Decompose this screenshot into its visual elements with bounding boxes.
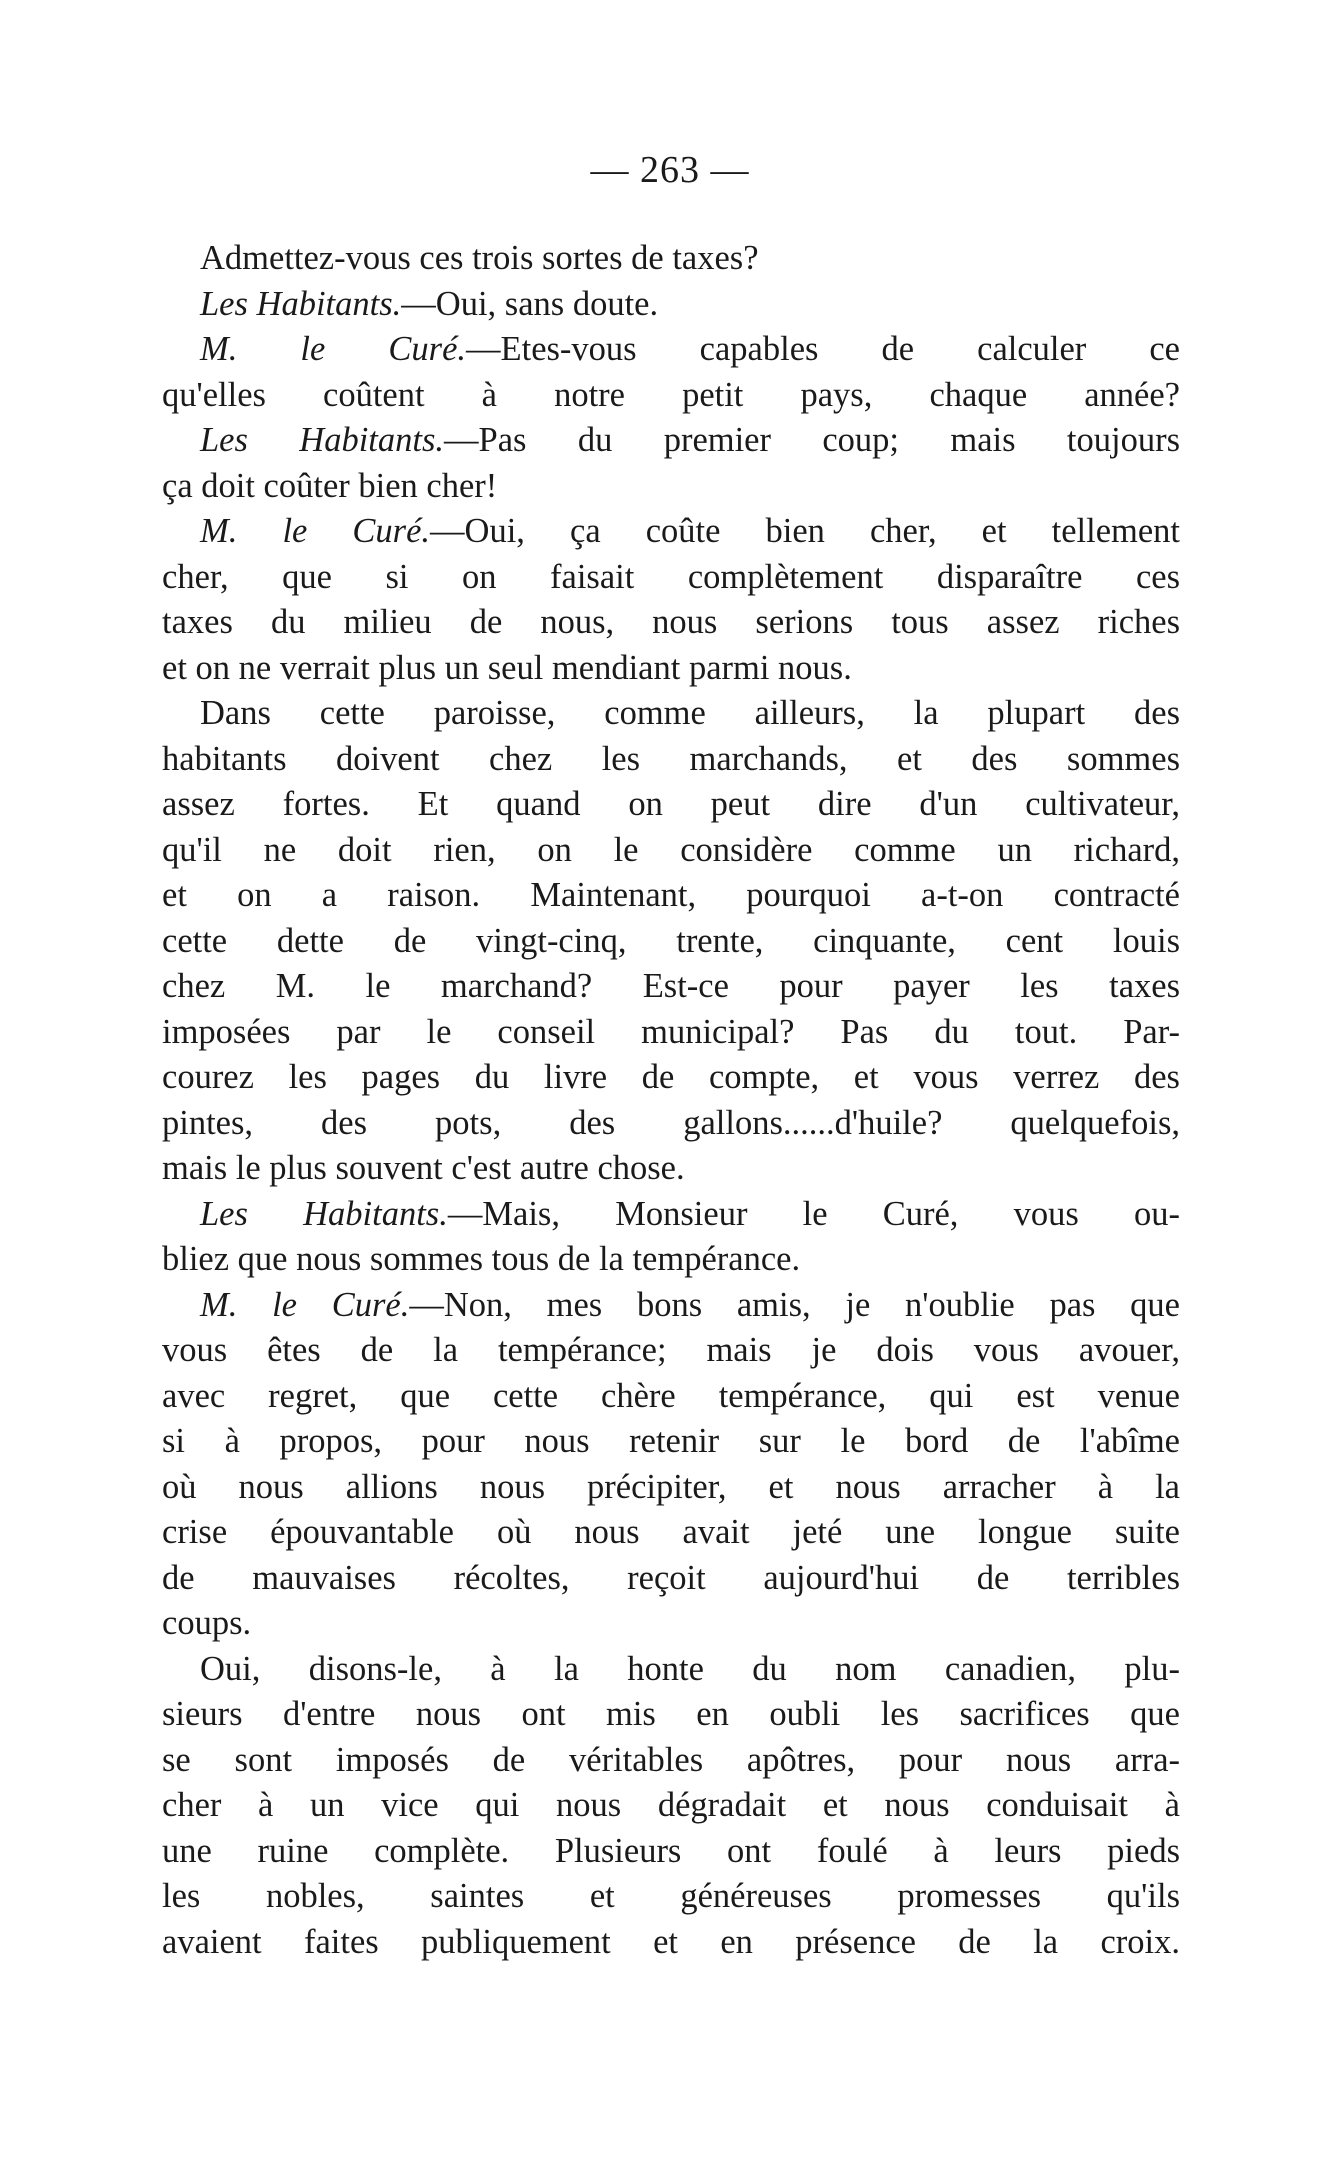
line-text: et on ne verrait plus un seul mendiant parmi nous. bbox=[162, 648, 852, 687]
line-text: sieurs d'entre nous ont mis en oubli les sacrifices que bbox=[162, 1695, 1180, 1733]
text-line bbox=[162, 782, 1180, 828]
line-text: habitants doivent chez les marchands, et des sommes bbox=[162, 739, 1180, 778]
line-text: taxes du milieu de nous, nous serions tous assez riches bbox=[162, 603, 1180, 641]
text-line bbox=[162, 600, 1180, 646]
speaker-name: Les Habitants. bbox=[200, 284, 402, 323]
line-text: ça doit coûter bien cher! bbox=[162, 466, 498, 505]
speaker-name: Les Habitants. bbox=[200, 1194, 448, 1233]
line-text: de mauvaises récoltes, reçoit aujourd'hui de terribles bbox=[162, 1558, 1180, 1597]
text-line bbox=[162, 236, 1180, 282]
line-text: avec regret, que cette chère tempérance, qui est venue bbox=[162, 1376, 1180, 1415]
text-line bbox=[162, 1419, 1180, 1465]
text-line bbox=[162, 1192, 1180, 1238]
line-text: les nobles, saintes et généreuses promesses qu'ils bbox=[162, 1877, 1180, 1915]
line-text: une ruine complète. Plusieurs ont foulé à leurs pieds bbox=[162, 1831, 1180, 1870]
speaker-name: Les Habitants. bbox=[200, 421, 445, 459]
text-line bbox=[162, 1874, 1180, 1920]
page-number: — 263 — bbox=[590, 149, 750, 191]
text-line bbox=[162, 1783, 1180, 1829]
line-text: si à propos, pour nous retenir sur le bord de l'abîme bbox=[162, 1422, 1180, 1460]
text-line bbox=[162, 1738, 1180, 1784]
line-text: qu'elles coûtent à notre petit pays, chaque année? bbox=[162, 375, 1180, 414]
text-line bbox=[162, 1556, 1180, 1602]
text-line bbox=[162, 373, 1180, 419]
line-text: et on a raison. Maintenant, pourquoi a-t-on contracté bbox=[162, 876, 1180, 914]
line-text: —Pas du premier coup; mais toujours bbox=[444, 421, 1180, 459]
speaker-name: M. le Curé. bbox=[200, 512, 431, 550]
line-text: Admettez-vous ces trois sortes de taxes? bbox=[200, 239, 759, 277]
line-text: cher à un vice qui nous dégradait et nous conduisait à bbox=[162, 1786, 1180, 1824]
speaker-name: M. le Curé. bbox=[200, 330, 467, 368]
text-line bbox=[162, 1692, 1180, 1738]
text-line bbox=[162, 1328, 1180, 1374]
line-text: Oui, disons-le, à la honte du nom canadien, plu- bbox=[200, 1649, 1180, 1688]
line-text: —Oui, sans doute. bbox=[401, 284, 659, 323]
line-text: mais le plus souvent c'est autre chose. bbox=[162, 1149, 685, 1187]
text-line bbox=[162, 691, 1180, 737]
text-line bbox=[162, 737, 1180, 783]
line-text: courez les pages du livre de compte, et vous verrez des bbox=[162, 1058, 1180, 1096]
line-text: qu'il ne doit rien, on le considère comme un richard, bbox=[162, 830, 1180, 869]
line-text: se sont imposés de véritables apôtres, pour nous arra- bbox=[162, 1740, 1180, 1779]
text-line bbox=[162, 555, 1180, 601]
text-line bbox=[162, 1920, 1180, 1966]
line-text: —Oui, ça coûte bien cher, et tellement bbox=[430, 512, 1180, 550]
text-line bbox=[162, 1283, 1180, 1329]
text-line bbox=[162, 418, 1180, 464]
line-text: —Etes-vous capables de calculer ce bbox=[466, 330, 1180, 368]
text-line bbox=[162, 1374, 1180, 1420]
text-line bbox=[162, 1647, 1180, 1693]
speaker-name: M. le Curé. bbox=[200, 1285, 410, 1324]
body-text bbox=[162, 236, 1180, 1965]
text-line bbox=[162, 1146, 1180, 1192]
text-line bbox=[162, 1010, 1180, 1056]
line-text: crise épouvantable où nous avait jeté une longue suite bbox=[162, 1513, 1180, 1551]
text-line bbox=[162, 873, 1180, 919]
text-line bbox=[162, 509, 1180, 555]
text-line bbox=[162, 1101, 1180, 1147]
text-line bbox=[162, 282, 1180, 328]
text-line bbox=[162, 964, 1180, 1010]
line-text: bliez que nous sommes tous de la tempérance. bbox=[162, 1240, 801, 1278]
line-text: pintes, des pots, des gallons......d'huile? quelquefois, bbox=[162, 1103, 1180, 1142]
text-line bbox=[162, 1829, 1180, 1875]
line-text: où nous allions nous précipiter, et nous arracher à la bbox=[162, 1467, 1180, 1506]
text-line bbox=[162, 646, 1180, 692]
text-line bbox=[162, 1237, 1180, 1283]
line-text: —Non, mes bons amis, je n'oublie pas que bbox=[409, 1285, 1180, 1324]
text-line bbox=[162, 919, 1180, 965]
text-line bbox=[162, 1055, 1180, 1101]
line-text: avaient faites publiquement et en présence de la croix. bbox=[162, 1922, 1180, 1961]
line-text: chez M. le marchand? Est-ce pour payer les taxes bbox=[162, 967, 1180, 1005]
line-text: coups. bbox=[162, 1604, 252, 1642]
line-text: cette dette de vingt-cinq, trente, cinquante, cent louis bbox=[162, 921, 1180, 960]
line-text: Dans cette paroisse, comme ailleurs, la plupart des bbox=[200, 694, 1180, 732]
text-line bbox=[162, 327, 1180, 373]
text-line bbox=[162, 464, 1180, 510]
line-text: assez fortes. Et quand on peut dire d'un cultivateur, bbox=[162, 785, 1180, 823]
line-text: cher, que si on faisait complètement disparaître ces bbox=[162, 557, 1180, 596]
line-text: —Mais, Monsieur le Curé, vous ou- bbox=[447, 1194, 1180, 1233]
line-text: imposées par le conseil municipal? Pas du tout. Par- bbox=[162, 1012, 1180, 1051]
text-line bbox=[162, 1465, 1180, 1511]
text-line bbox=[162, 828, 1180, 874]
text-line bbox=[162, 1510, 1180, 1556]
text-line bbox=[162, 1601, 1180, 1647]
line-text: vous êtes de la tempérance; mais je dois vous avouer, bbox=[162, 1331, 1180, 1369]
